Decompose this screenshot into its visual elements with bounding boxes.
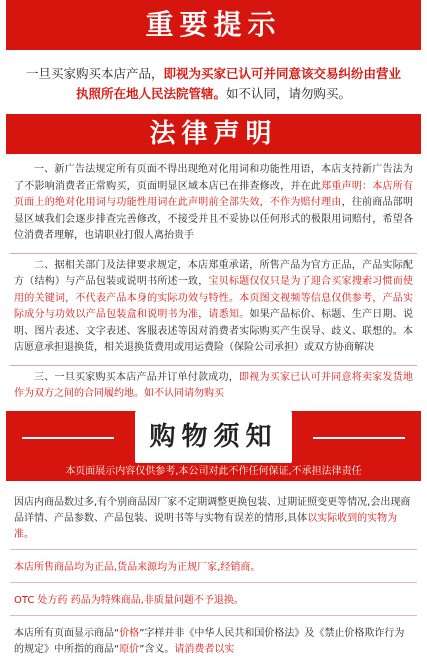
notice-2-highlight: 本店所售商品均为正品,货品来源均为正规厂家,经销商。 [14,561,261,573]
notice-item [10,556,417,583]
notice-3-highlight: OTC 处方药 药品为特殊商品,非质量问题不予退换。 [14,594,244,606]
legal-p2-b: 宝贝标题仅仅只是为了迎合买家搜索习惯而使用的关键词，不代表产品本身的实际功效与特性。本页图文视频等信息仅供参考，产品实际成分与功效以产品包装盒和说明书为准，请悉知。 [14,276,413,320]
intro-notice [0,50,427,114]
notice-1-text: 因店内商品数过多,有个别商品因厂家不定期调整更换包装、过期证照变更等情况,会出现商品详情、产品参数、产品包装、说明书等与实物有误差的情形,具体 [14,496,411,524]
notice-1-highlight: 以实际收到的实物为准。 [14,512,398,540]
shopping-banner [6,411,421,463]
legal-title: 法律声明 [149,119,278,149]
important-banner [6,0,421,50]
legal-banner [6,114,421,154]
divider [10,365,417,366]
notice-item [10,487,417,550]
intro-part1: 一旦买家购买本店产品， [25,66,164,81]
notice-4-price: 价格 [119,627,140,639]
legal-p3-a: 三、一旦买家购买本店产品并订单付款成功， [34,371,239,383]
legal-p3-b: 即视为买家已认可并同意将卖家发货地作为双方之间的合同履约地。 [14,371,413,399]
notice-4-a: 本店所有页面显示商品“ [14,627,120,639]
important-title: 重要提示 [145,8,282,41]
legal-p1-b: 郑重声明：本店所有页面上的绝对化用词与功能性用词在此声明前全部失效，不作为赔付理由 [14,180,414,208]
notice-4-e: ”含义。 [139,643,175,655]
shopping-title: 购物须知 [135,411,291,463]
divider [10,253,417,254]
notice-4-f: 请消费者以实 [174,643,235,655]
decorative-line-left [22,437,114,439]
legal-p2-c: 如果产品标价、标题、生产日期、说明、图片表述、文字表述、客服表述等因对消费者实际购买产生误导、歧义、联想的。本店愿意承担退换货，相关退换货费用或用运费险（保险公司承担）或双方协商解决 [14,309,414,353]
intro-part3: 如不认同，请勿购买。 [226,86,352,101]
notice-4-c: ”字样并非《中华人民共和国价格法》及《禁止价格欺诈行为的规定》中所指的商品“ [14,627,405,655]
legal-p1-c: ，往前商品部明显区域我们会逐步排查完善修改，不接受并且不妥协以任何形式的极限用词赔付，希望各位消费者理解，也请职业打假人离抬贵手 [14,197,413,241]
legal-section [0,154,427,403]
notice-4-original-price: 原价 [119,643,140,655]
shopping-subtitle: 本页面展示内容仅供参考,本公司对此不作任何保证,不承担法律责任 [6,463,421,481]
legal-paragraph-2 [0,258,427,357]
legal-paragraph-1 [0,162,427,245]
notice-item [10,589,417,616]
decorative-line-right [313,437,405,439]
legal-p1-a: 一、新广告法规定所有页面不得出现绝对化用词和功能性用语，本店支持新广告法为了不影响消费者正常购买，页面明显区域本店已在排查修改，并在此 [14,164,413,192]
intro-part2: 即视为买家已认可并同意该交易纠纷由营业执照所在地人民法院管辖。 [75,66,402,101]
legal-p3-c: 如不认同请勿购买 [144,388,224,399]
legal-paragraph-3 [0,370,427,403]
notice-item [10,622,417,659]
legal-p2-a: 二、据相关部门及法律要求规定，本店郑重承诺，所售产品为官方正品，产品实际配方（结构）与产品包装或说明书所述一致， [14,259,413,287]
